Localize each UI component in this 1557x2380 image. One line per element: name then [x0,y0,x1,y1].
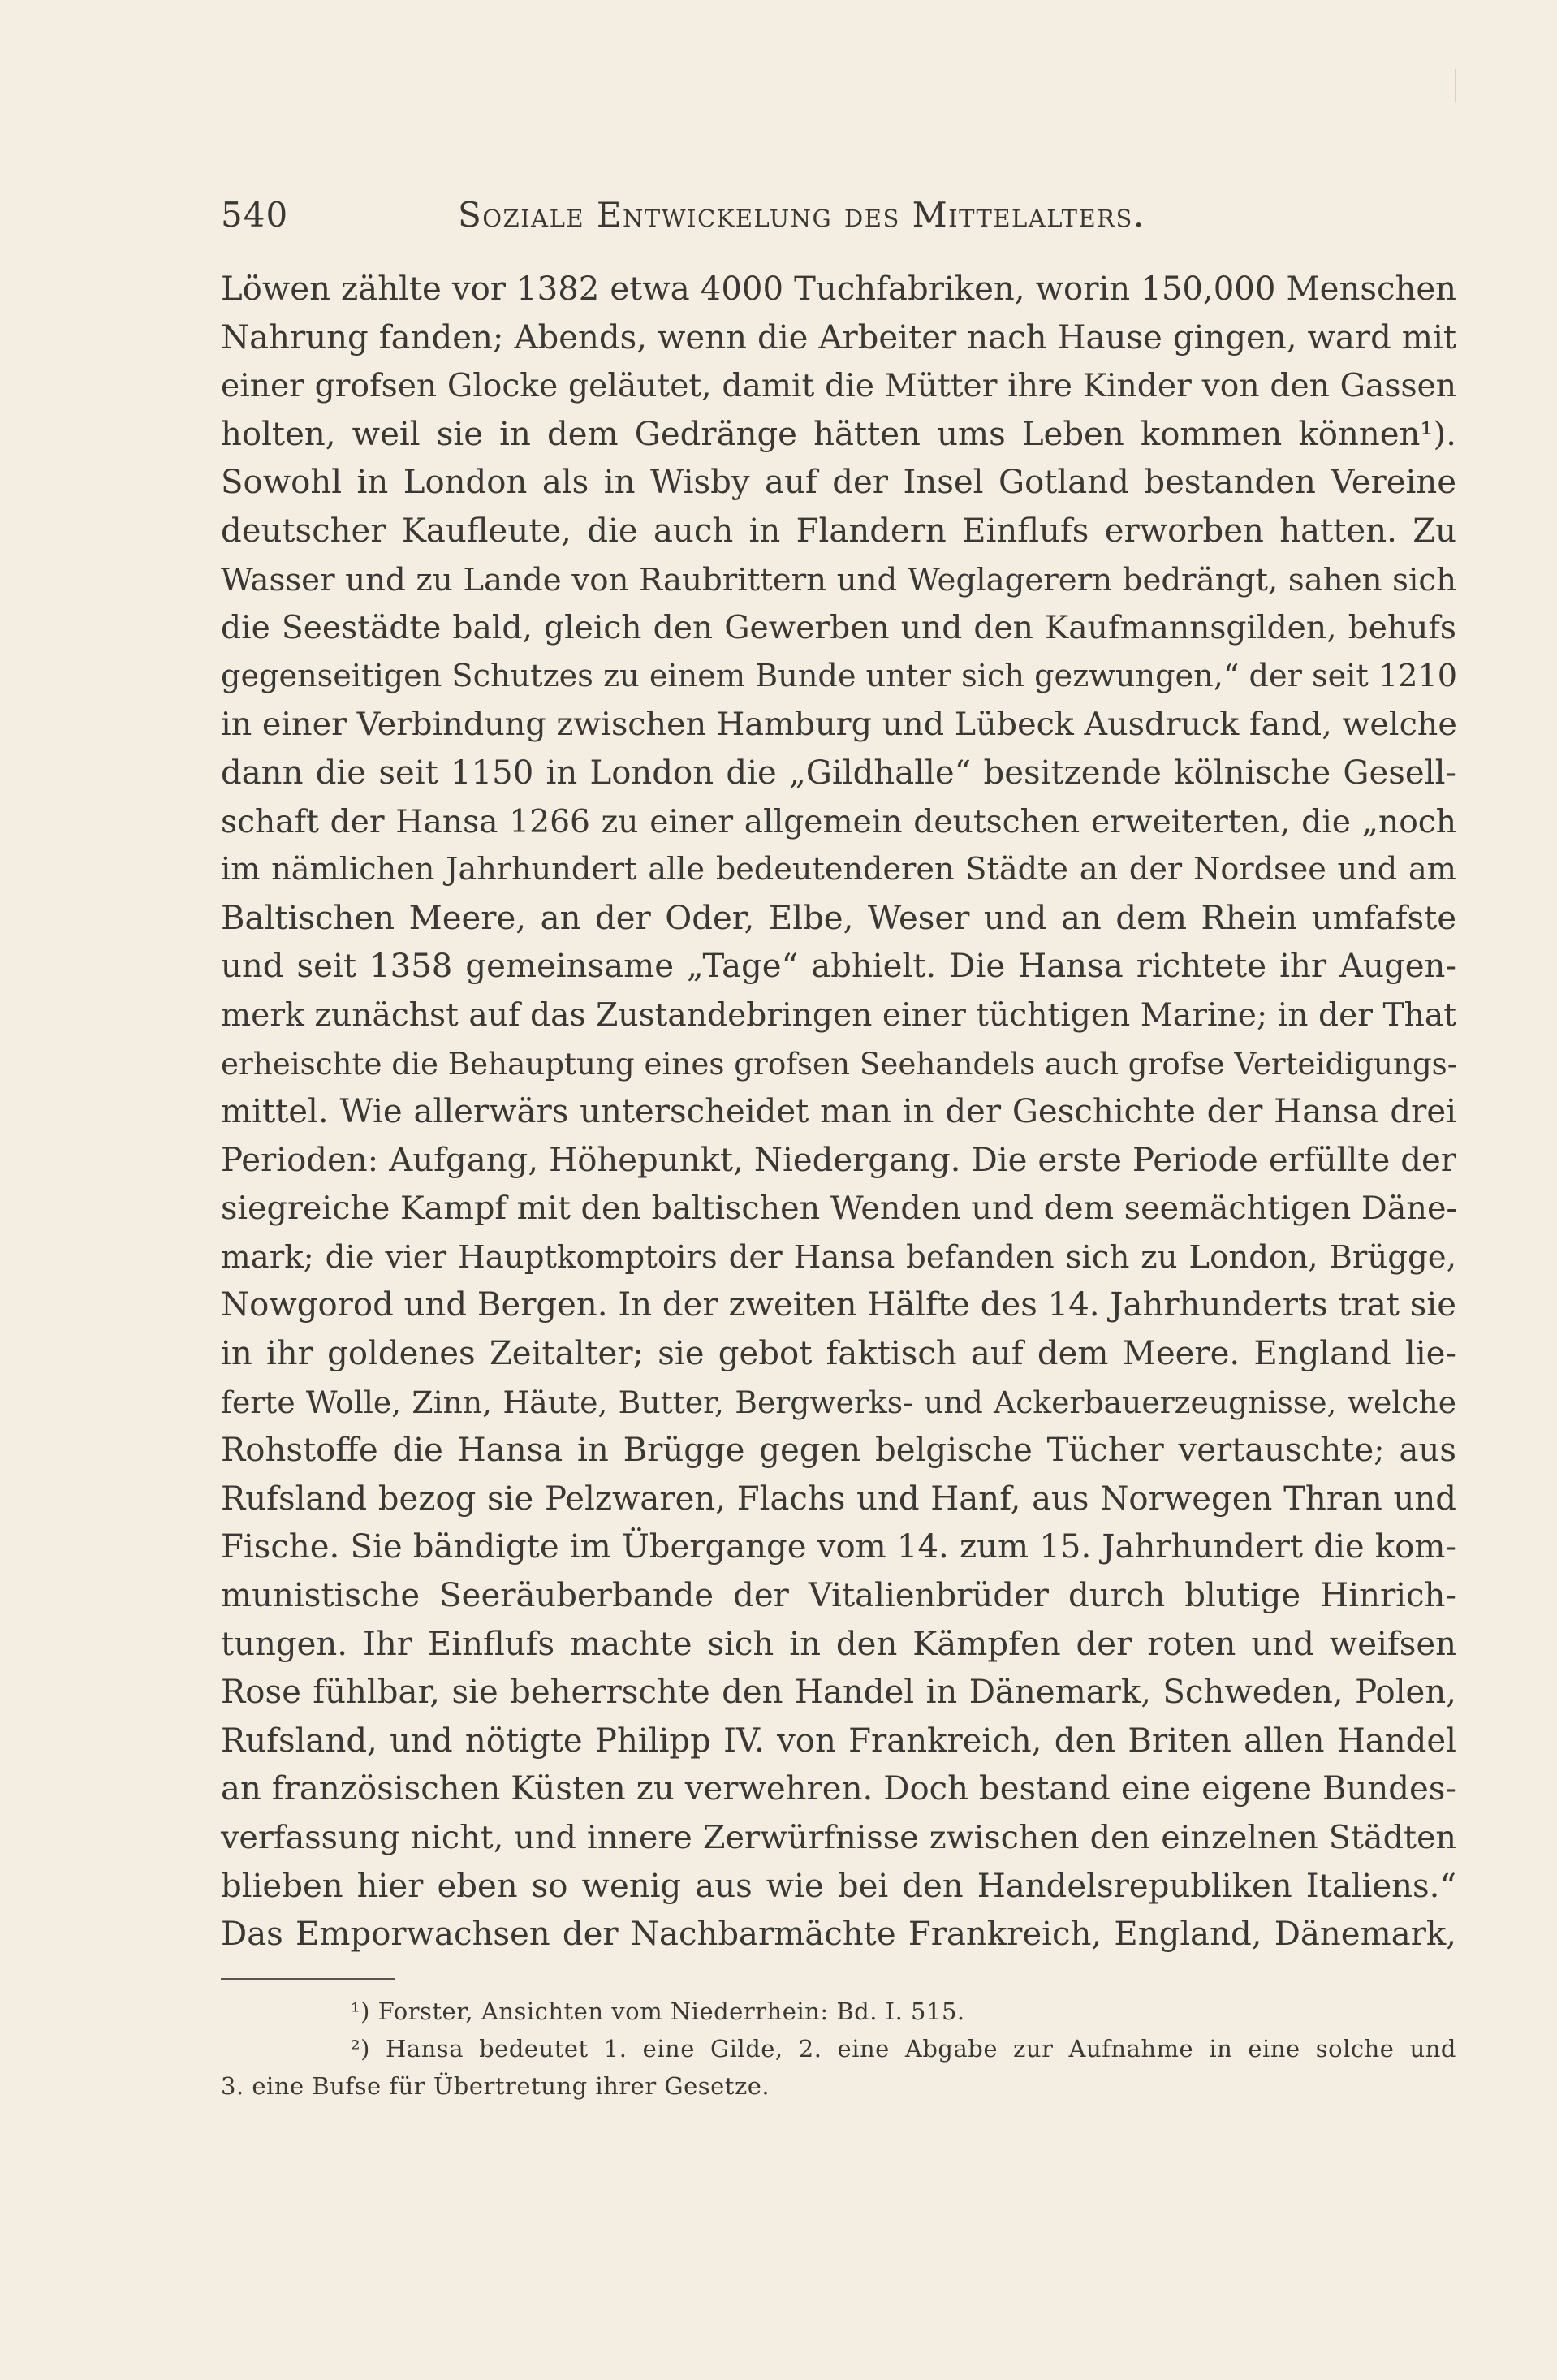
text-line: deutscher Kaufleute, die auch in Flandern Einflufs erworben hatten. Zu [221,512,1456,550]
page-header [221,195,1455,244]
footnotes [221,1993,1456,2105]
footnote-divider [221,1978,395,1980]
text-line: mittel. Wie allerwärs unterscheidet man in der Geschichte der Hansa drei [221,1093,1456,1131]
text-line: Rufsland, und nötigte Philipp IV. von Frankreich, den Briten allen Handel [221,1721,1456,1760]
text-line: Das Emporwachsen der Nachbarmächte Frankreich, England, Dänemark, [221,1916,1456,1954]
text-line: mark; die vier Hauptkomptoirs der Hansa befanden sich zu London, Brügge, [221,1238,1456,1276]
text-line: ferte Wolle, Zinn, Häute, Butter, Bergwerks- und Ackerbauerzeugnisse, welche [221,1384,1456,1420]
text-line: in einer Verbindung zwischen Hamburg und Lübeck Ausdruck fand, welche [221,706,1457,744]
text-line: Nahrung fanden; Abends, wenn die Arbeiter nach Hause gingen, ward mit [221,318,1456,356]
footnote-1: ¹) Forster, Ansichten vom Niederrhein: Bd. I. 515. [351,1998,965,2025]
text-line: tungen. Ihr Einflufs machte sich in den Kämpfen der roten und weifsen [221,1625,1456,1663]
footnote-2: ²) Hansa bedeutet 1. eine Gilde, 2. eine Abgabe zur Aufnahme in eine solche und [351,2035,1456,2063]
text-line: siegreiche Kampf mit den baltischen Wenden und dem seemächtigen Däne- [221,1190,1457,1228]
text-line: Perioden: Aufgang, Höhepunkt, Niedergang. Die erste Periode erfüllte der [221,1141,1456,1179]
text-line: blieben hier eben so wenig aus wie bei den Handelsrepubliken Italiens.“ [221,1867,1456,1905]
text-line: im nämlichen Jahrhundert alle bedeutenderen Städte an der Nordsee und am [221,852,1456,888]
text-line: Fische. Sie bändigte im Übergange vom 14. zum 15. Jahrhundert die kom- [221,1528,1456,1566]
text-line: Rufsland bezog sie Pelzwaren, Flachs und Hanf, aus Norwegen Thran und [221,1479,1456,1518]
text-line: verfassung nicht, und innere Zerwürfnisse zwischen den einzelnen Städten [221,1819,1456,1856]
text-line: die Seestädte bald, gleich den Gewerben und den Kaufmannsgilden, behufs [221,610,1456,647]
footnote-2-continuation: 3. eine Bufse für Übertretung ihrer Gesetze. [221,2072,770,2100]
text-line: Nowgorod und Bergen. In der zweiten Hälfte des 14. Jahrhunderts trat sie [221,1286,1456,1324]
text-line: einer grofsen Glocke geläutet, damit die Mütter ihre Kinder von den Gassen [221,368,1456,405]
text-line: und seit 1358 gemeinsame „Tage“ abhielt. Die Hansa richtete ihr Augen- [221,948,1456,986]
text-line: gegenseitigen Schutzes zu einem Bunde unter sich gezwungen,“ der seit 1210 [221,658,1458,694]
text-line: Rose fühlbar, sie beherrschte den Handel in Dänemark, Schweden, Polen, [221,1674,1456,1712]
text-line: Wasser und zu Lande von Raubrittern und Weglagerern bedrängt, sahen sich [221,561,1456,598]
body-text [221,266,1456,1959]
running-title: Soziale Entwickelung des Mittelalters. [458,195,1145,235]
text-line: munistische Seeräuberbande der Vitalienbrüder durch blutige Hinrich- [221,1577,1456,1615]
text-line: Sowohl in London als in Wisby auf der Insel Gotland bestanden Vereine [221,464,1456,502]
text-line: erheischte die Behauptung eines grofsen Seehandels auch grofse Verteidigungs- [221,1045,1458,1082]
page-edge-mark [1455,69,1456,102]
page-number: 540 [221,195,289,235]
text-line: an französischen Küsten zu verwehren. Doch bestand eine eigene Bundes- [221,1770,1456,1808]
text-line: dann die seit 1150 in London die „Gildhalle“ besitzende kölnische Gesell- [221,754,1456,792]
text-line: Löwen zählte vor 1382 etwa 4000 Tuchfabriken, worin 150,000 Menschen [221,270,1456,308]
text-line: merk zunächst auf das Zustandebringen einer tüchtigen Marine; in der That [221,996,1456,1034]
text-line: Baltischen Meere, an der Oder, Elbe, Weser und an dem Rhein umfafste [221,899,1456,937]
text-line: schaft der Hansa 1266 zu einer allgemein deutschen erweiterten, die „noch [221,803,1456,840]
text-line: Rohstoffe die Hansa in Brügge gegen belgische Tücher vertauschte; aus [221,1432,1456,1470]
text-line: in ihr goldenes Zeitalter; sie gebot faktisch auf dem Meere. England lie- [221,1335,1456,1373]
text-line: holten, weil sie in dem Gedränge hätten ums Leben kommen können¹). [221,415,1456,453]
